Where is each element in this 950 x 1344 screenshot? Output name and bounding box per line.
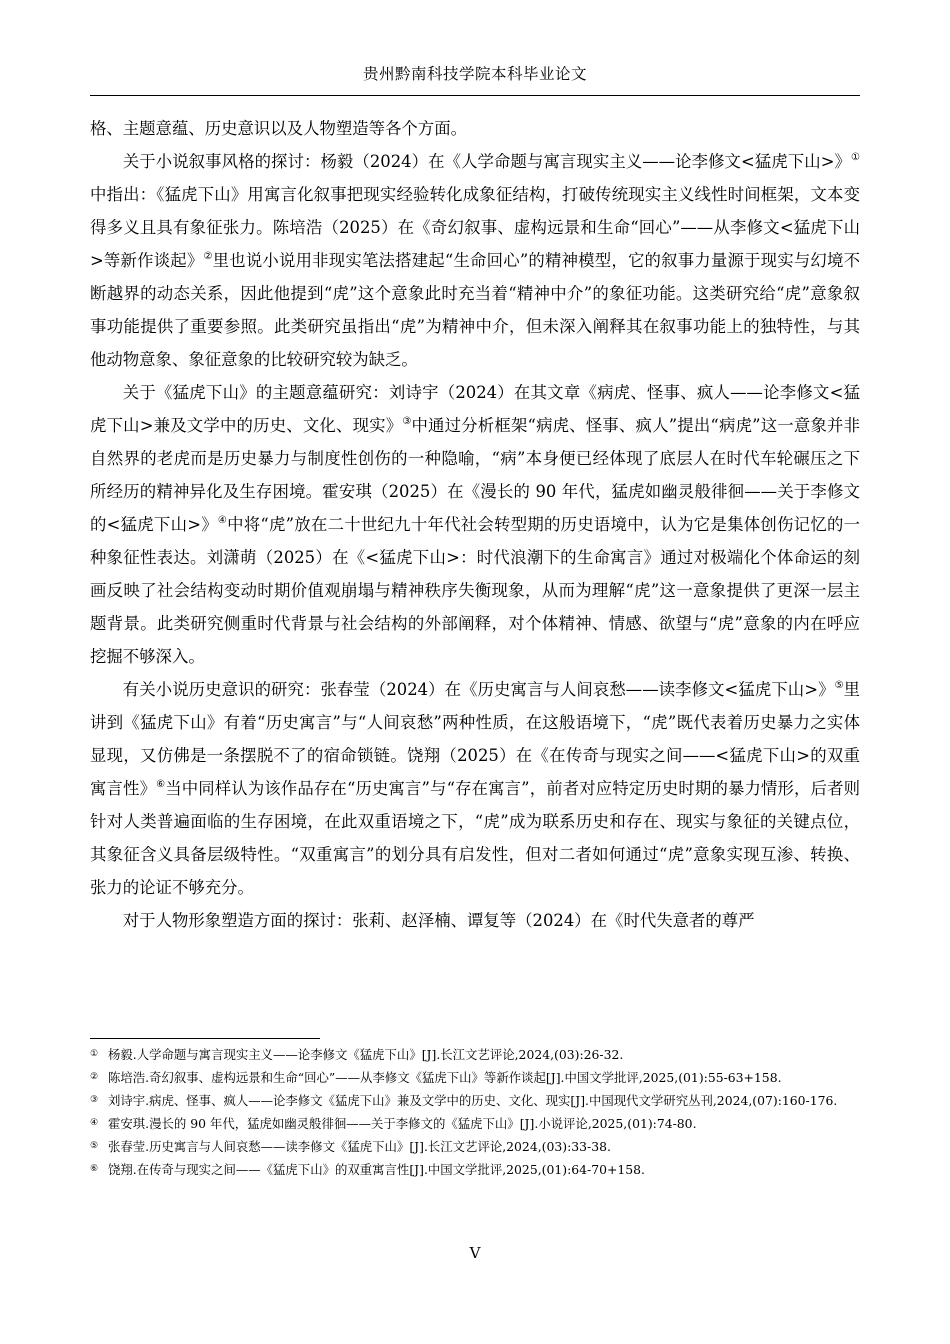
header-rule <box>90 95 860 96</box>
page-number: V <box>469 1244 481 1262</box>
footnote: ⑥ 饶翔.在传奇与现实之间——《猛虎下山》的双重寓言性[J].中国文学批评,2025,(01):64-70+158. <box>90 1162 645 1177</box>
text-segment: 中将“虎”放在二十世纪九十年代社会转型期的历史语境中，认为它是集体创伤记忆的一种象征性表达。刘潇萌（2025）在《<猛虎下山>：时代浪潮下的生命寓言》通过对极端化个体命运的刻画反映了社会结构变动时期价值观崩塌与精神秩序失衡现象，从而为理解“虎”这一意象提供了更深一层主题背景。此类研究侧重时代背景与社会结构的外部阐释，对个体精神、情感、欲望与“虎”意象的内在呼应挖掘不够深入。 <box>90 515 861 666</box>
text-segment: 里也说小说用非现实笔法搭建起“生命回心”的精神模型，它的叙事力量源于现实与幻境不断越界的动态关系，因此他提到“虎”这个意象此时充当着“精神中介”的象征功能。这类研究给“虎”意象叙事功能提供了重要参照。此类研究虽指出“虎”为精神中介，但未深入阐释其在叙事功能上的独特性，与其他动物意象、象征意象的比较研究较为缺乏。 <box>90 251 860 369</box>
footnote-rule <box>90 1038 320 1039</box>
paragraph-theme <box>90 376 860 673</box>
text-segment: 中指出：《猛虎下山》用寓言化叙事把现实经验转化成象征结构，打破传统现实主义线性时间框架，文本变得多义且具有象征张力。陈培浩（2025）在《奇幻叙事、虚构远景和生命“回心”——从李修文<猛虎下山>等新作谈起》 <box>90 185 860 270</box>
text-segment: 有关小说历史意识的研究：张春莹（2024）在《历史寓言与人间哀愁——读李修文<猛虎下山>》 <box>122 680 835 699</box>
paragraph-characters: 对于人物形象塑造方面的探讨：张莉、赵泽楠、谭复等（2024）在《时代失意者的尊严 <box>122 911 755 930</box>
paragraph-continuation: 格、主题意蕴、历史意识以及人物塑造等各个方面。 <box>90 119 467 138</box>
footnote-text: 饶翔.在传奇与现实之间——《猛虎下山》的双重寓言性[J].中国文学批评,2025,(01):64-70+158. <box>108 1162 645 1177</box>
footnote-text: 刘诗宇.病虎、怪事、疯人——论李修文《猛虎下山》兼及文学中的历史、文化、现实[J].中国现代文学研究丛刊,2024,(07):160-176. <box>108 1093 838 1108</box>
running-header: 贵州黔南科技学院本科毕业论文 <box>362 65 587 83</box>
footnote-ref-5[interactable]: ⑤ <box>834 680 844 691</box>
footnote-text: 杨毅.人学命题与寓言现实主义——论李修文《猛虎下山》[J].长江文艺评论,2024,(03):26-32. <box>108 1047 624 1062</box>
footnote-ref-6[interactable]: ⑥ <box>156 779 166 790</box>
footnote: ② 陈培浩.奇幻叙事、虚构远景和生命“回心”——从李修文《猛虎下山》等新作谈起[J].中国文学批评,2025,(01):55-63+158. <box>90 1070 782 1085</box>
footnote: ③ 刘诗宇.病虎、怪事、疯人——论李修文《猛虎下山》兼及文学中的历史、文化、现实[J].中国现代文学研究丛刊,2024,(07):160-176. <box>90 1093 838 1108</box>
text-segment: 关于《猛虎下山》的主题意蕴研究：刘诗宇（2024）在其文章《病虎、怪事、疯人——论李修文<猛虎下山>兼及文学中的历史、文化、现实》 <box>90 383 860 435</box>
footnote-text: 霍安琪.漫长的 90 年代，猛虎如幽灵般徘徊——关于李修文的《猛虎下山》[J].小说评论,2025,(01):74-80. <box>108 1116 697 1131</box>
footnote: ① 杨毅.人学命题与寓言现实主义——论李修文《猛虎下山》[J].长江文艺评论,2024,(03):26-32. <box>90 1047 624 1062</box>
text-segment: 关于小说叙事风格的探讨：杨毅（2024）在《人学命题与寓言现实主义——论李修文<猛虎下山>》 <box>122 152 852 171</box>
footnote: ⑤ 张春莹.历史寓言与人间哀愁——读李修文《猛虎下山》[J].长江文艺评论,2024,(03):33-38. <box>90 1139 611 1154</box>
footnote-ref-4[interactable]: ④ <box>217 515 228 526</box>
footnote-ref-2[interactable]: ② <box>203 251 213 262</box>
body-text <box>90 112 860 937</box>
footnote-ref-3[interactable]: ③ <box>402 416 412 427</box>
text-segment: 当中同样认为该作品存在“历史寓言”与“存在寓言”，前者对应特定历史时期的暴力情形，后者则针对人类普遍面临的生存困境，在此双重语境之下，“虎”成为联系历史和存在、现实与象征的关键点位，其象征含义具备层级特性。“双重寓言”的划分具有启发性，但对二者如何通过“虎”意象实现互渗、转换、张力的论证不够充分。 <box>90 779 861 897</box>
paragraph-history <box>90 673 860 904</box>
footnote-text: 陈培浩.奇幻叙事、虚构远景和生命“回心”——从李修文《猛虎下山》等新作谈起[J].中国文学批评,2025,(01):55-63+158. <box>108 1070 782 1085</box>
paragraph-narrative-style <box>90 145 860 376</box>
footnotes <box>90 1046 860 1184</box>
footnote-ref-1[interactable]: ① <box>851 152 860 163</box>
footnote-text: 张春莹.历史寓言与人间哀愁——读李修文《猛虎下山》[J].长江文艺评论,2024,(03):33-38. <box>108 1139 611 1154</box>
text-segment: 中通过分析框架“病虎、怪事、疯人”提出“病虎”这一意象并非自然界的老虎而是历史暴力与制度性创伤的一种隐喻，“病”本身便已经体现了底层人在时代车轮碾压之下所经历的精神异化及生存困境。霍安琪（2025）在《漫长的 90 年代，猛虎如幽灵般徘徊——关于李修文的<猛虎下山>》 <box>90 416 860 534</box>
footnote: ④ 霍安琪.漫长的 90 年代，猛虎如幽灵般徘徊——关于李修文的《猛虎下山》[J].小说评论,2025,(01):74-80. <box>90 1116 697 1131</box>
text-segment: 里讲到《猛虎下山》有着“历史寓言”与“人间哀愁”两种性质，在这般语境下，“虎”既代表着历史暴力之实体显现，又仿佛是一条摆脱不了的宿命锁链。饶翔（2025）在《在传奇与现实之间——<猛虎下山>的双重寓言性》 <box>90 680 860 798</box>
